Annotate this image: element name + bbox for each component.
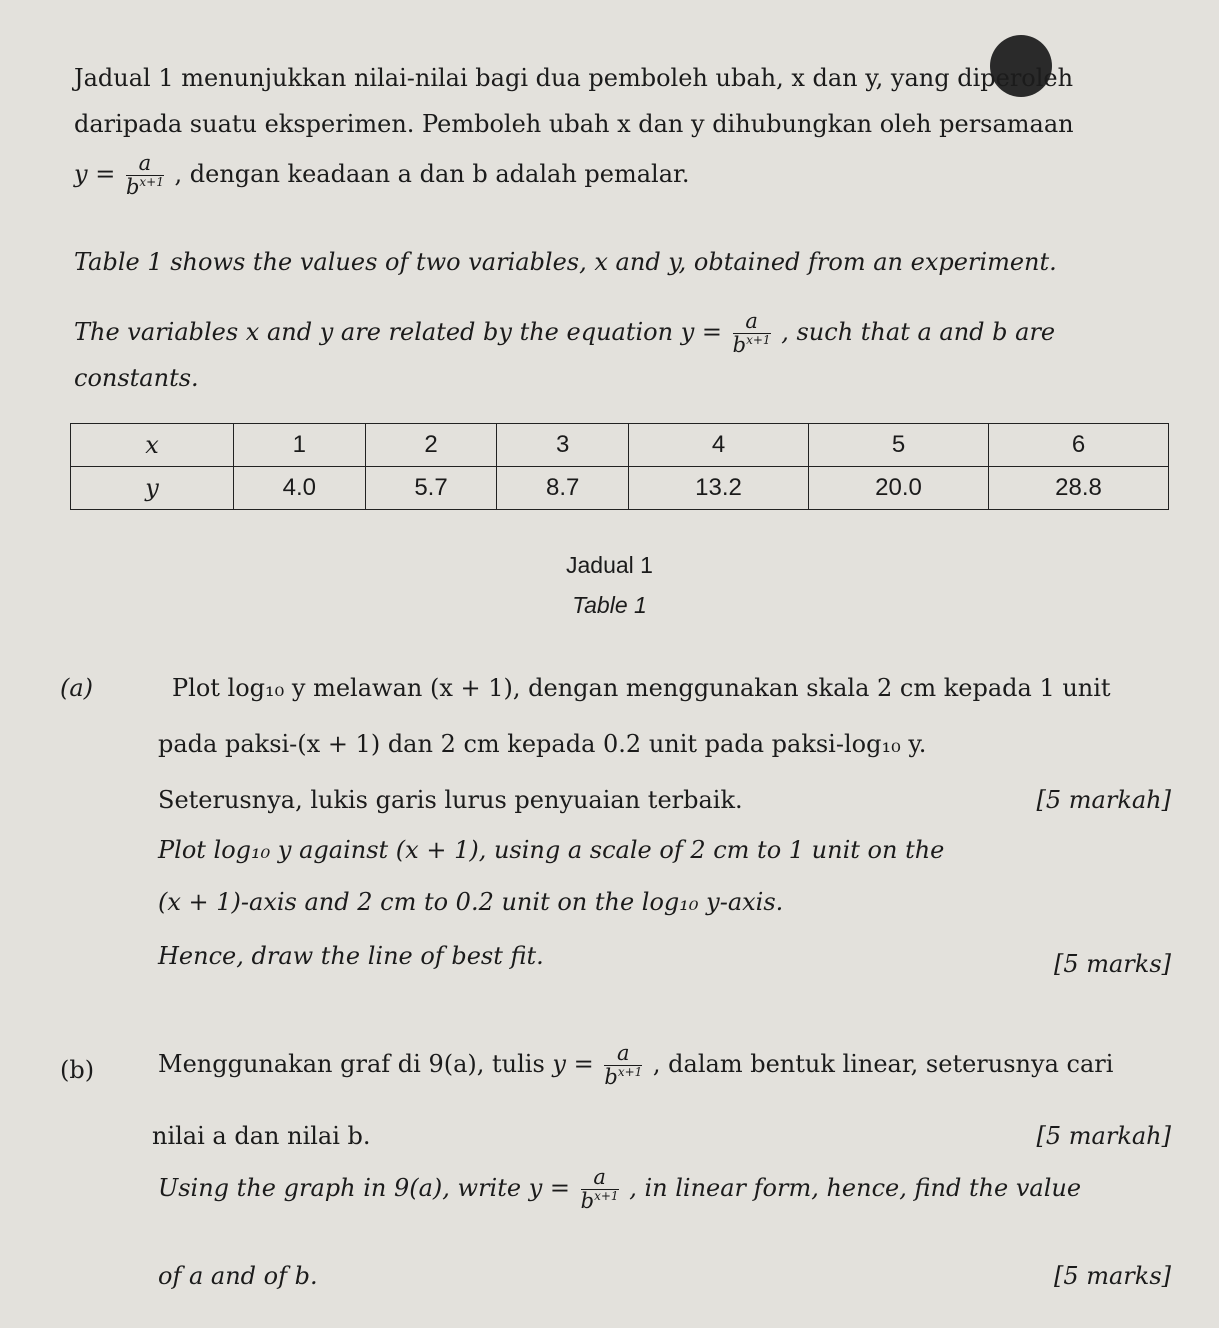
equation-denominator: $b^{x+1}$ [125,175,164,200]
equation-fraction-b-ms: $\frac{a}{b^{x+1}}$ [604,1041,643,1090]
table-cell: 4.0 [234,467,366,510]
equation-lhs: y = [74,160,116,189]
table-cell: 28.8 [988,467,1168,510]
part-a-label: (a) [60,674,94,702]
part-b-ms-line2: nilai a dan nilai b. [152,1122,371,1150]
table-cell: 8.7 [497,467,629,510]
equation-numerator: a [126,152,164,176]
part-b-ms-marks: [5 markah] [1036,1122,1171,1150]
table-cell: 1 [234,424,366,467]
part-a-ms-line3: Seterusnya, lukis garis lurus penyuaian terbaik. [158,786,743,814]
part-a-ms-marks: [5 markah] [1036,786,1171,814]
table-cell: 6 [988,424,1168,467]
part-b-en-line2: of a and of b. [158,1262,318,1290]
table-row-y [71,467,1169,510]
part-b-ms-line1: Menggunakan graf di 9(a), tulis y = $\frac{a}{b^{x+1}}$ , dalam bentuk linear, seterusnya cari [158,1041,1114,1090]
table-row-x [71,424,1169,467]
caption-ms: Jadual 1 [566,552,653,578]
part-a-en-line3: Hence, draw the line of best fit. [158,942,544,970]
part-a-en-marks: [5 marks] [1053,950,1171,978]
table-cell: 5.7 [365,467,497,510]
part-b-en-marks: [5 marks] [1053,1262,1171,1290]
table-cell: 4 [629,424,809,467]
table-cell: 20.0 [809,467,989,510]
equation-fraction-b-en: $\frac{a}{b^{x+1}}$ [580,1165,619,1214]
caption-en: Table 1 [572,592,647,618]
table-header-y: y [71,467,234,510]
intro-ms-line3-tail: , dengan keadaan a dan b adalah pemalar. [174,160,690,189]
equation-fraction [126,152,164,199]
intro-ms-line1: Jadual 1 menunjukkan nilai-nilai bagi dua pemboleh ubah, x dan y, yang diperoleh [74,64,1074,92]
table-cell: 13.2 [629,467,809,510]
table-cell: 5 [809,424,989,467]
equation-fraction-en: $\frac{a}{b^{x+1}}$ [732,309,771,358]
part-a-en-line2: (x + 1)-axis and 2 cm to 0.2 unit on the log₁₀ y-axis. [158,888,784,916]
intro-en-line2: The variables x and y are related by the equation y = $\frac{a}{b^{x+1}}$ , such that a and b are [74,309,1056,358]
data-table [70,423,1169,510]
part-a-ms-line2: pada paksi-(x + 1) dan 2 cm kepada 0.2 unit pada paksi-log₁₀ y. [158,730,927,758]
part-a-ms-line1: Plot log₁₀ y melawan (x + 1), dengan menggunakan skala 2 cm kepada 1 unit [172,674,1111,702]
intro-ms-line2: daripada suatu eksperimen. Pemboleh ubah x dan y dihubungkan oleh persamaan [74,110,1074,138]
part-b-label: (b) [60,1056,95,1084]
intro-en-line1: Table 1 shows the values of two variables, x and y, obtained from an experiment. [74,248,1057,276]
intro-en-line3: constants. [74,364,199,392]
table-cell: 2 [365,424,497,467]
table-cell: 3 [497,424,629,467]
part-a-en-line1: Plot log₁₀ y against (x + 1), using a scale of 2 cm to 1 unit on the [158,836,945,864]
table-header-x: x [71,424,234,467]
part-b-en-line1: Using the graph in 9(a), write y = $\frac{a}{b^{x+1}}$ , in linear form, hence, find the value [158,1165,1082,1214]
intro-ms-line3 [74,152,689,199]
